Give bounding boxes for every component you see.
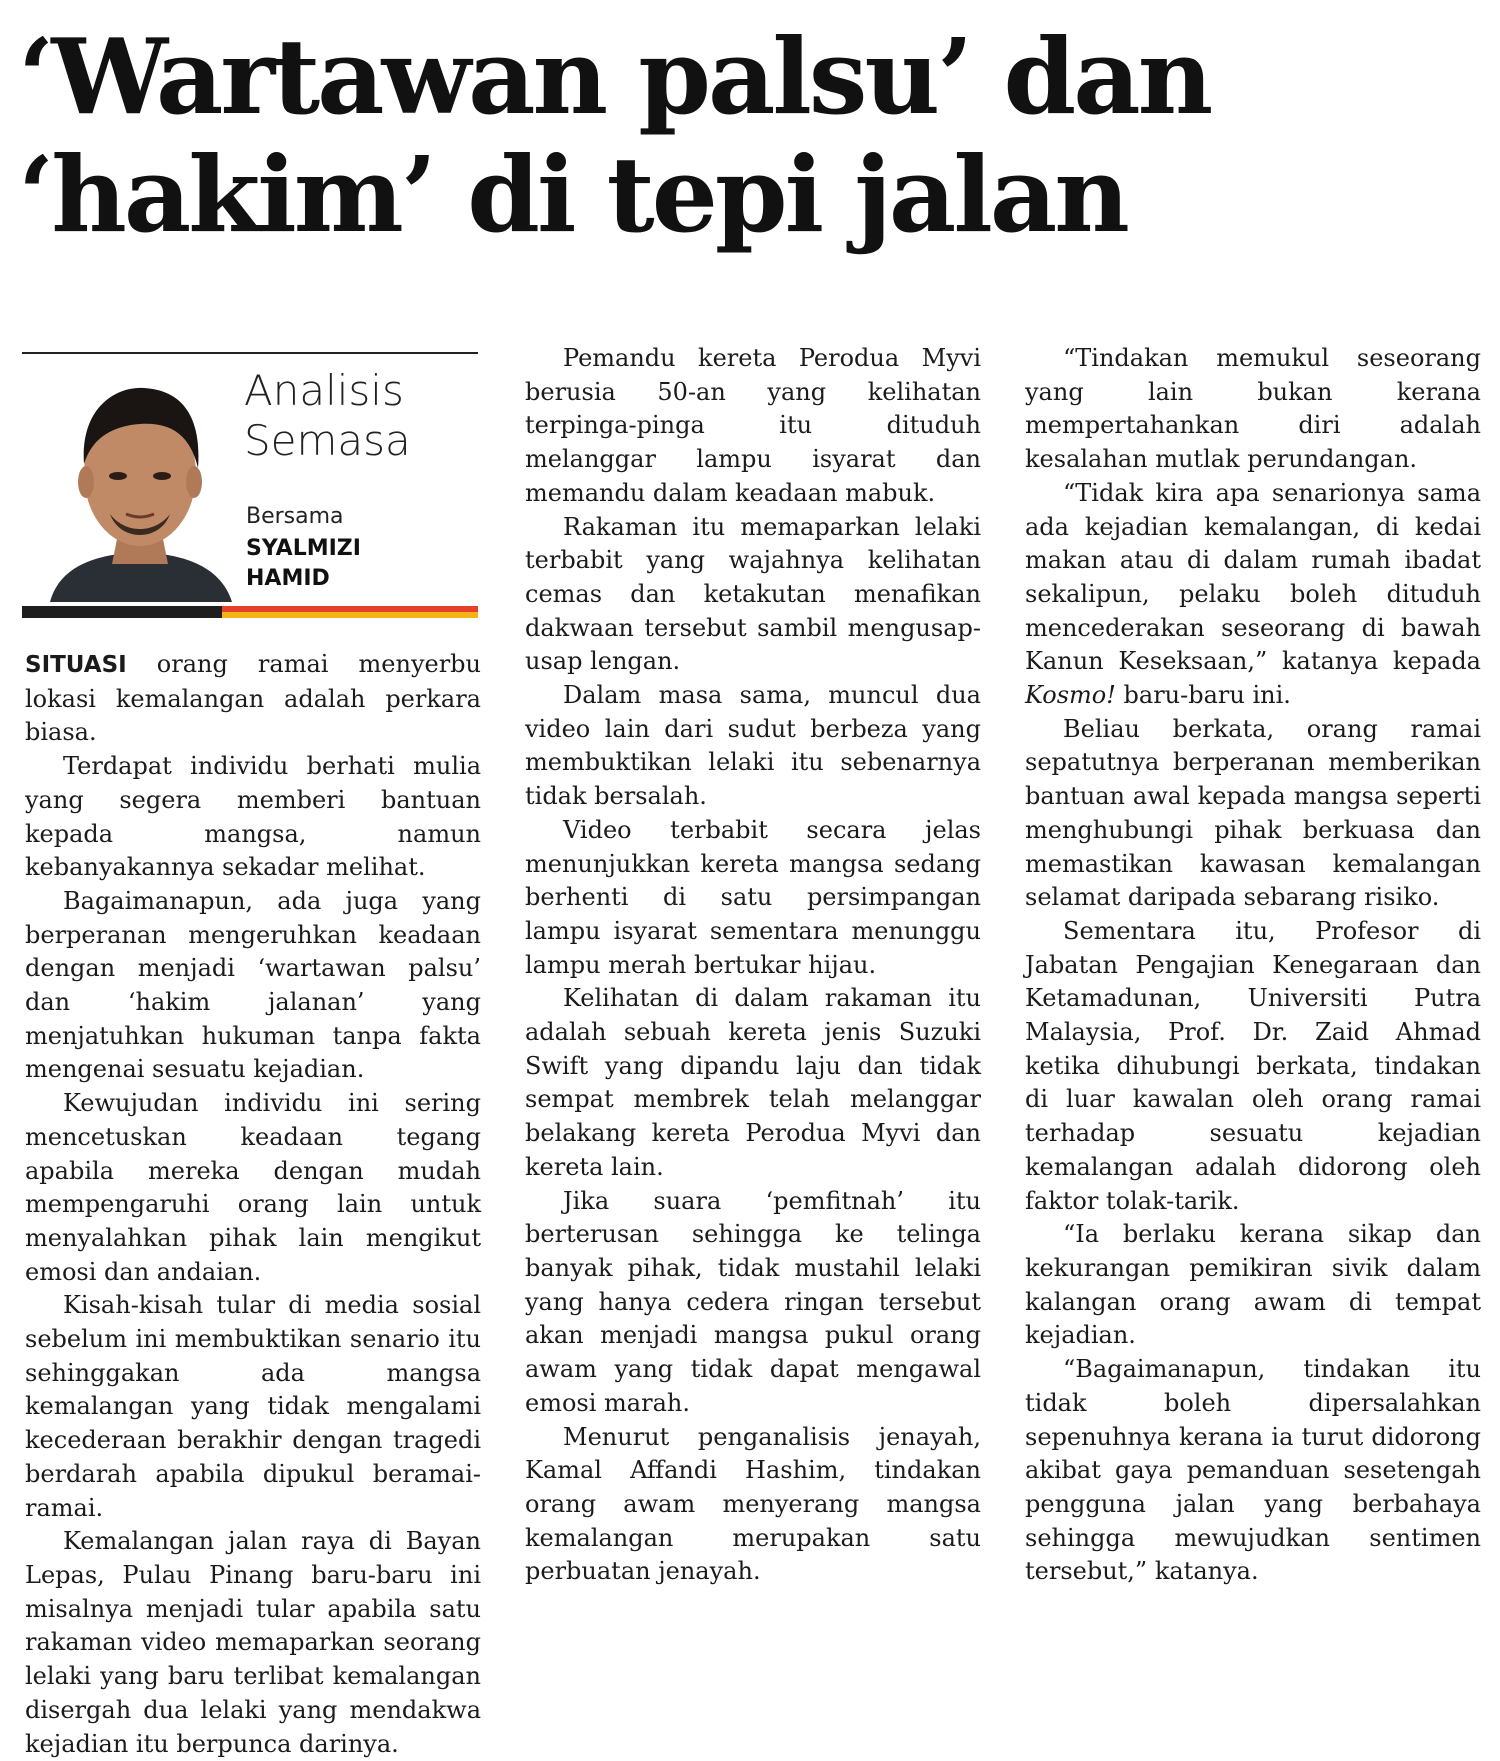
author-photo-icon bbox=[40, 364, 240, 602]
publication-name: Kosmo! bbox=[1025, 681, 1116, 710]
paragraph-text: orang ramai menyerbu lokasi kemalangan adalah perkara biasa. bbox=[25, 650, 481, 747]
column-byline bbox=[22, 352, 478, 622]
paragraph: “Bagaimanapun, tindakan itu tidak boleh dipersalahkan sepenuhnya kerana ia turut didorong akibat gaya pemanduan sesetengah pengguna jalan yang berbahaya sehingga mewujudkan sentimen tersebut,” katanya. bbox=[1025, 1355, 1481, 1586]
accent-bar-color bbox=[222, 606, 478, 618]
article-column-1 bbox=[25, 648, 481, 1761]
paragraph: Video terbabit secara jelas menunjukkan kereta mangsa sedang berhenti di satu persimpangan lampu isyarat sementara menunggu lampu merah bertukar hijau. bbox=[525, 815, 981, 979]
paragraph: Kemalangan jalan raya di Bayan Lepas, Pulau Pinang baru-baru ini misalnya menjadi tular apabila satu rakaman video memaparkan seorang lelaki yang baru terlibat kemalangan disergah dua lelaki yang mendakwa kejadian itu berpunca darinya. bbox=[25, 1527, 481, 1758]
author-portrait bbox=[40, 364, 240, 602]
paragraph: Beliau berkata, orang ramai sepatutnya berperanan memberikan bantuan awal kepada mangsa seperti menghubungi pihak berkuasa dan memastikan kawasan kemalangan selamat daripada sebarang risiko. bbox=[1025, 714, 1481, 912]
with-label: Bersama bbox=[246, 504, 344, 529]
paragraph: “Ia berlaku kerana sikap dan kekurangan pemikiran sivik dalam kalangan orang awam di tempat kejadian. bbox=[1025, 1220, 1481, 1350]
headline: ‘Wartawan palsu’ dan ‘hakim’ di tepi jalan bbox=[18, 15, 1211, 256]
paragraph: “Tindakan memukul seseorang yang lain bukan kerana mempertahankan diri adalah kesalahan mutlak perundangan. bbox=[1025, 344, 1481, 474]
lead-word: SITUASI bbox=[25, 652, 127, 678]
paragraph: Pemandu kereta Perodua Myvi berusia 50-an yang kelihatan terpinga-pinga itu dituduh melanggar lampu isyarat dan memandu dalam keadaan mabuk. bbox=[525, 344, 981, 507]
author-name-line1: SYALMIZI bbox=[246, 536, 361, 561]
paragraph bbox=[1025, 477, 1481, 713]
paragraph: Kisah-kisah tular di media sosial sebelum ini membuktikan senario itu sehinggakan ada mangsa kemalangan yang tidak mengalami kecederaan berakhir dengan tragedi berdarah apabila dipukul beramai-ramai. bbox=[25, 1291, 481, 1522]
paragraph: Kewujudan individu ini sering mencetuskan keadaan tegang apabila mereka dengan mudah mempengaruhi orang lain untuk menyalahkan pihak lain mengikut emosi dan andaian. bbox=[25, 1089, 481, 1286]
top-rule bbox=[22, 352, 478, 354]
column-name-line2: Semasa bbox=[244, 416, 411, 465]
paragraph: Bagaimanapun, ada juga yang berperanan mengeruhkan keadaan dengan menjadi ‘wartawan palsu’ dan ‘hakim jalanan’ yang menjatuhkan hukuman tanpa fakta mengenai sesuatu kejadian. bbox=[25, 886, 481, 1084]
paragraph: Kelihatan di dalam rakaman itu adalah sebuah kereta jenis Suzuki Swift yang dipandu laju dan tidak sempat membrek telah melanggar belakang kereta Perodua Myvi dan kereta lain. bbox=[525, 984, 981, 1181]
paragraph-text: baru-baru ini. bbox=[1115, 681, 1291, 710]
paragraph bbox=[25, 648, 481, 750]
article-column-2 bbox=[525, 342, 981, 1589]
author-name bbox=[246, 534, 361, 594]
paragraph: Sementara itu, Profesor di Jabatan Pengajian Kenegaraan dan Ketamadunan, Universiti Putra Malaysia, Prof. Dr. Zaid Ahmad ketika dihubungi berkata, tindakan di luar kawalan oleh orang ramai terhadap sesuatu kejadian kemalangan adalah didorong oleh faktor tolak-tarik. bbox=[1025, 916, 1481, 1215]
article-column-3 bbox=[1025, 342, 1481, 1589]
column-name-line1: Analisis bbox=[244, 366, 404, 415]
accent-bar-dark bbox=[22, 606, 222, 618]
paragraph: Terdapat individu berhati mulia yang segera memberi bantuan kepada mangsa, namun kebanyakannya sekadar melihat. bbox=[25, 752, 481, 882]
paragraph: Rakaman itu memaparkan lelaki terbabit yang wajahnya kelihatan cemas dan ketakutan menafikan dakwaan tersebut sambil mengusap-usap lengan. bbox=[525, 512, 981, 676]
paragraph-text: “Tidak kira apa senarionya sama ada kejadian kemalangan, di kedai makan atau di dalam rumah ibadat sekalipun, pelaku boleh dituduh mencederakan seseorang di bawah Kanun Keseksaan,” katanya kepada bbox=[1025, 478, 1481, 676]
author-name-line2: HAMID bbox=[246, 566, 330, 591]
column-name bbox=[244, 366, 411, 466]
paragraph: Dalam masa sama, muncul dua video lain dari sudut berbeza yang membuktikan lelaki itu sebenarnya tidak bersalah. bbox=[525, 681, 981, 811]
paragraph: Jika suara ‘pemfitnah’ itu berterusan sehingga ke telinga banyak pihak, tidak mustahil lelaki yang hanya cedera ringan tersebut akan menjadi mangsa pukul orang awam yang tidak dapat mengawal emosi marah. bbox=[525, 1186, 981, 1417]
paragraph: Menurut penganalisis jenayah, Kamal Affandi Hashim, tindakan orang awam menyerang mangsa kemalangan merupakan satu perbuatan jenayah. bbox=[525, 1422, 981, 1586]
